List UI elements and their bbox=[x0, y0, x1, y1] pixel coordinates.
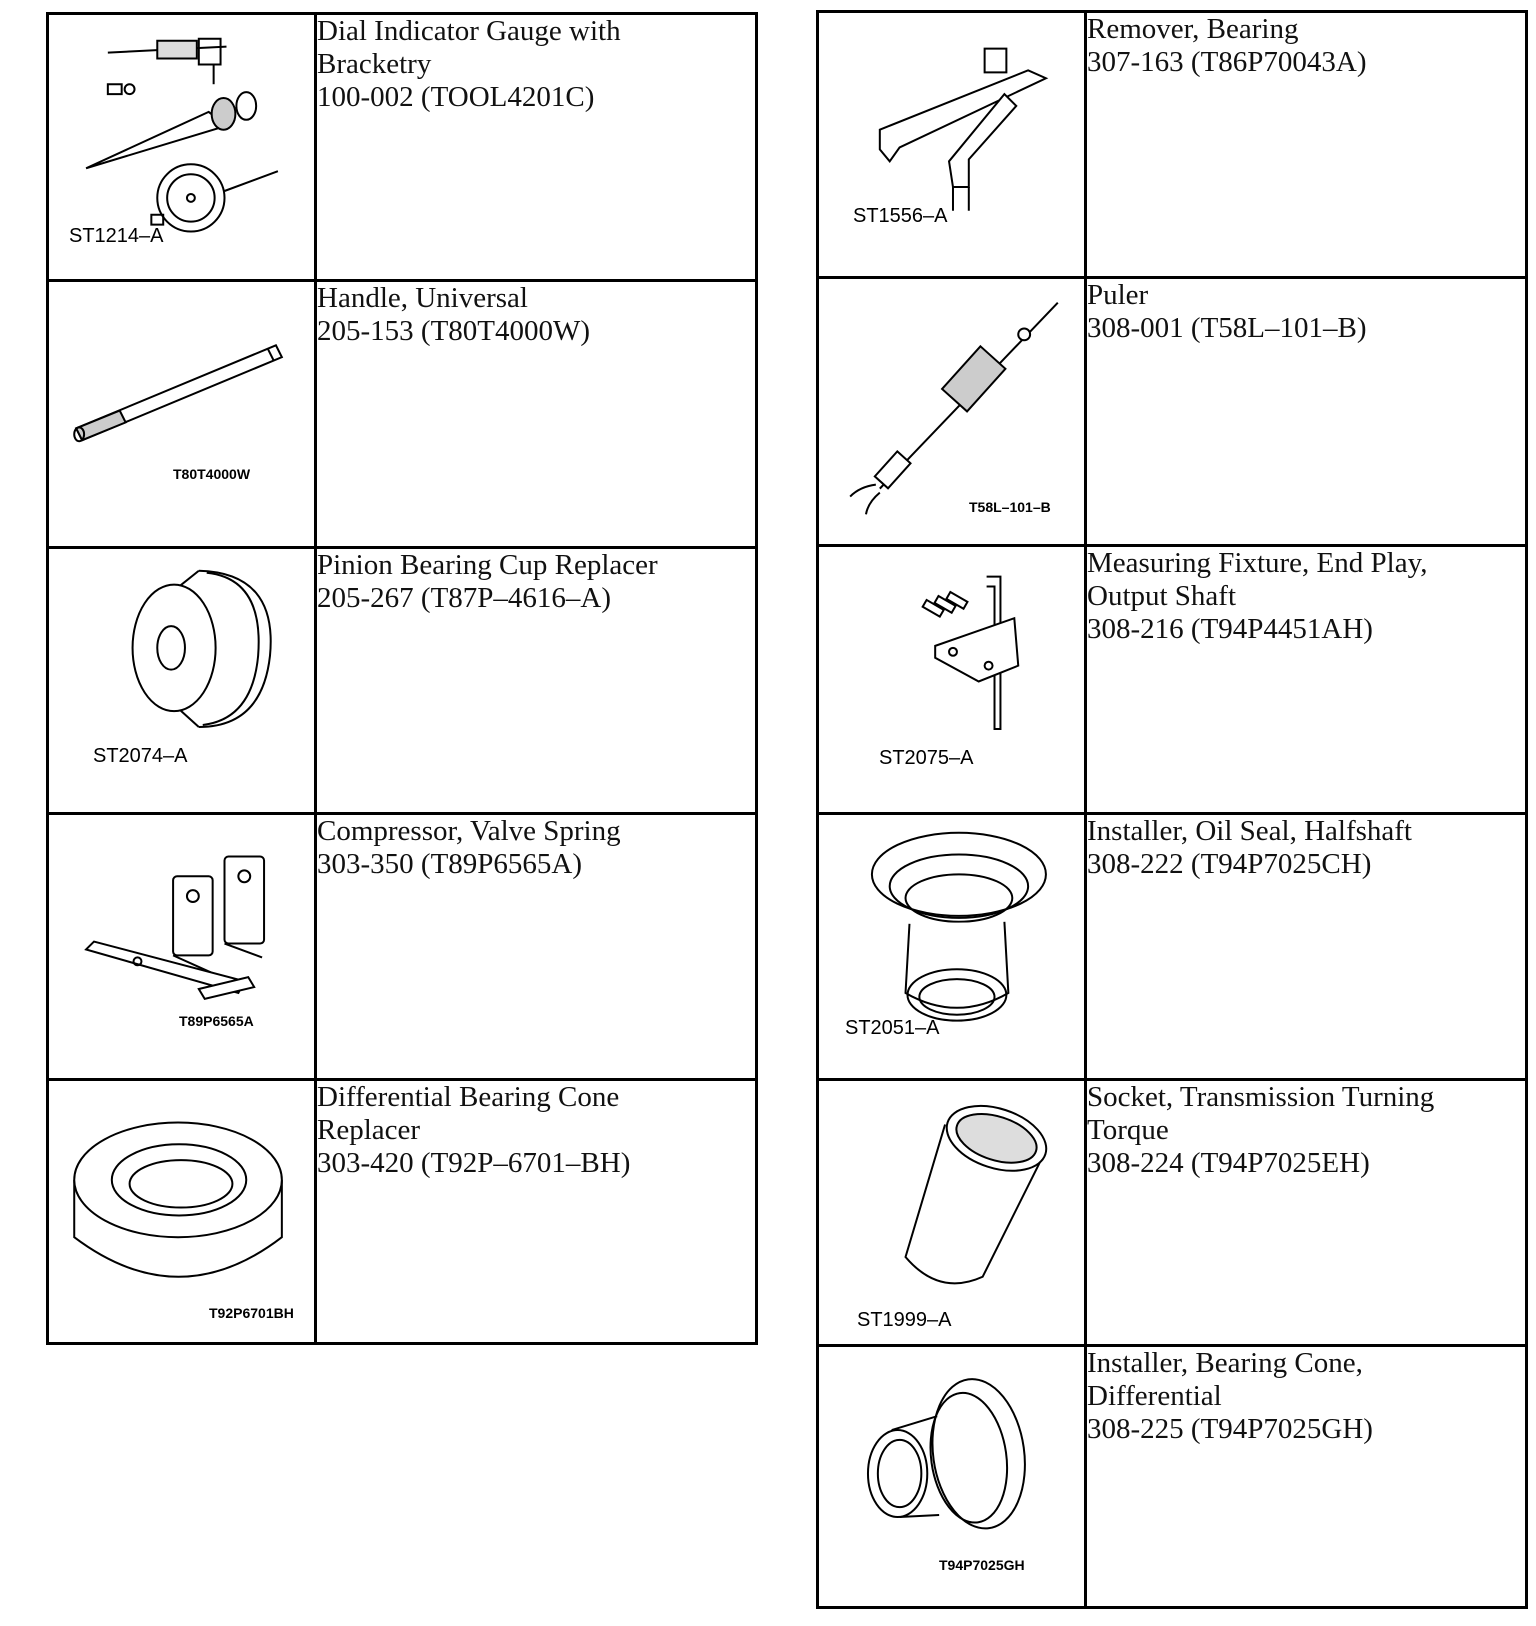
turning-torque-socket-illustration bbox=[819, 1081, 1084, 1344]
tool-illustration-cell bbox=[818, 1080, 1086, 1346]
tool-name: Pinion Bearing Cup Replacer bbox=[317, 549, 658, 581]
tool-row bbox=[48, 281, 757, 548]
tool-name-line2: Bracketry bbox=[317, 48, 432, 80]
tool-illustration-cell bbox=[818, 546, 1086, 814]
tool-description bbox=[316, 14, 757, 281]
tool-illustration-cell bbox=[818, 278, 1086, 546]
tool-code: ST2051–A bbox=[845, 1017, 940, 1039]
tool-description bbox=[316, 548, 757, 814]
tool-name: Installer, Oil Seal, Halfshaft bbox=[1087, 815, 1412, 847]
universal-handle-illustration bbox=[49, 282, 314, 546]
tool-code: ST1556–A bbox=[853, 205, 948, 227]
tool-number: 308-225 (T94P7025GH) bbox=[1087, 1413, 1373, 1445]
tool-description bbox=[316, 281, 757, 548]
tool-name-line2: Differential bbox=[1087, 1380, 1222, 1412]
cup-replacer-illustration bbox=[49, 549, 314, 812]
tool-illustration-cell bbox=[48, 548, 316, 814]
tool-number: 308-001 (T58L–101–B) bbox=[1087, 312, 1367, 344]
tool-description bbox=[1086, 1346, 1527, 1608]
tool-number: 205-153 (T80T4000W) bbox=[317, 315, 591, 347]
tool-number: 100-002 (TOOL4201C) bbox=[317, 81, 595, 113]
tool-number: 308-224 (T94P7025EH) bbox=[1087, 1147, 1370, 1179]
tool-number: 308-222 (T94P7025CH) bbox=[1087, 848, 1372, 880]
tool-code: T94P7025GH bbox=[939, 1557, 1025, 1573]
tool-code: ST2075–A bbox=[879, 747, 974, 769]
tool-row bbox=[48, 548, 757, 814]
tool-name-line2: Replacer bbox=[317, 1114, 421, 1146]
tool-number: 303-420 (T92P–6701–BH) bbox=[317, 1147, 631, 1179]
tool-name: Socket, Transmission Turning bbox=[1087, 1081, 1435, 1113]
tool-description bbox=[1086, 546, 1527, 814]
tool-description bbox=[1086, 278, 1527, 546]
tool-code: ST2074–A bbox=[93, 745, 188, 767]
tool-code: T58L–101–B bbox=[969, 499, 1051, 515]
measuring-fixture-illustration bbox=[819, 547, 1084, 812]
tool-code: T80T4000W bbox=[173, 466, 251, 482]
tool-row bbox=[818, 1346, 1527, 1608]
tool-illustration-cell bbox=[48, 1080, 316, 1344]
tool-name: Dial Indicator Gauge with bbox=[317, 15, 621, 47]
tool-illustration-cell bbox=[48, 814, 316, 1080]
tool-row bbox=[48, 1080, 757, 1344]
tool-row bbox=[48, 814, 757, 1080]
tool-row bbox=[818, 546, 1527, 814]
tool-name: Installer, Bearing Cone, bbox=[1087, 1347, 1363, 1379]
tool-row bbox=[818, 1080, 1527, 1346]
tool-number: 303-350 (T89P6565A) bbox=[317, 848, 583, 880]
tool-row bbox=[818, 12, 1527, 278]
tool-name: Differential Bearing Cone bbox=[317, 1081, 620, 1113]
tool-illustration-cell bbox=[48, 281, 316, 548]
tool-illustration-cell bbox=[818, 1346, 1086, 1608]
tool-illustration-cell bbox=[818, 814, 1086, 1080]
tool-name: Measuring Fixture, End Play, bbox=[1087, 547, 1428, 579]
tool-illustration-cell bbox=[818, 12, 1086, 278]
tool-code: T92P6701BH bbox=[209, 1305, 294, 1321]
tool-number: 205-267 (T87P–4616–A) bbox=[317, 582, 612, 614]
tool-code: ST1214–A bbox=[69, 225, 164, 247]
tool-description bbox=[1086, 12, 1527, 278]
left-tool-table bbox=[46, 12, 758, 1345]
tool-code: T89P6565A bbox=[179, 1013, 254, 1029]
tool-name: Remover, Bearing bbox=[1087, 13, 1299, 45]
tool-description bbox=[316, 1080, 757, 1344]
tool-row bbox=[818, 814, 1527, 1080]
tool-row bbox=[818, 278, 1527, 546]
tool-description bbox=[1086, 814, 1527, 1080]
tool-name: Compressor, Valve Spring bbox=[317, 815, 621, 847]
tool-code: ST1999–A bbox=[857, 1309, 952, 1331]
tool-name-line2: Output Shaft bbox=[1087, 580, 1237, 612]
tool-illustration-cell bbox=[48, 14, 316, 281]
tool-row bbox=[48, 14, 757, 281]
tool-name: Puler bbox=[1087, 279, 1149, 311]
tool-number: 308-216 (T94P4451AH) bbox=[1087, 613, 1373, 645]
tool-description bbox=[316, 814, 757, 1080]
tool-number: 307-163 (T86P70043A) bbox=[1087, 46, 1367, 78]
tool-name-line2: Torque bbox=[1087, 1114, 1169, 1146]
bearing-cone-replacer-illustration bbox=[49, 1081, 314, 1342]
bearing-remover-illustration bbox=[819, 13, 1084, 276]
tool-name: Handle, Universal bbox=[317, 282, 528, 314]
tool-description bbox=[1086, 1080, 1527, 1346]
right-tool-table bbox=[816, 10, 1528, 1609]
valve-spring-compressor-illustration bbox=[49, 815, 314, 1078]
